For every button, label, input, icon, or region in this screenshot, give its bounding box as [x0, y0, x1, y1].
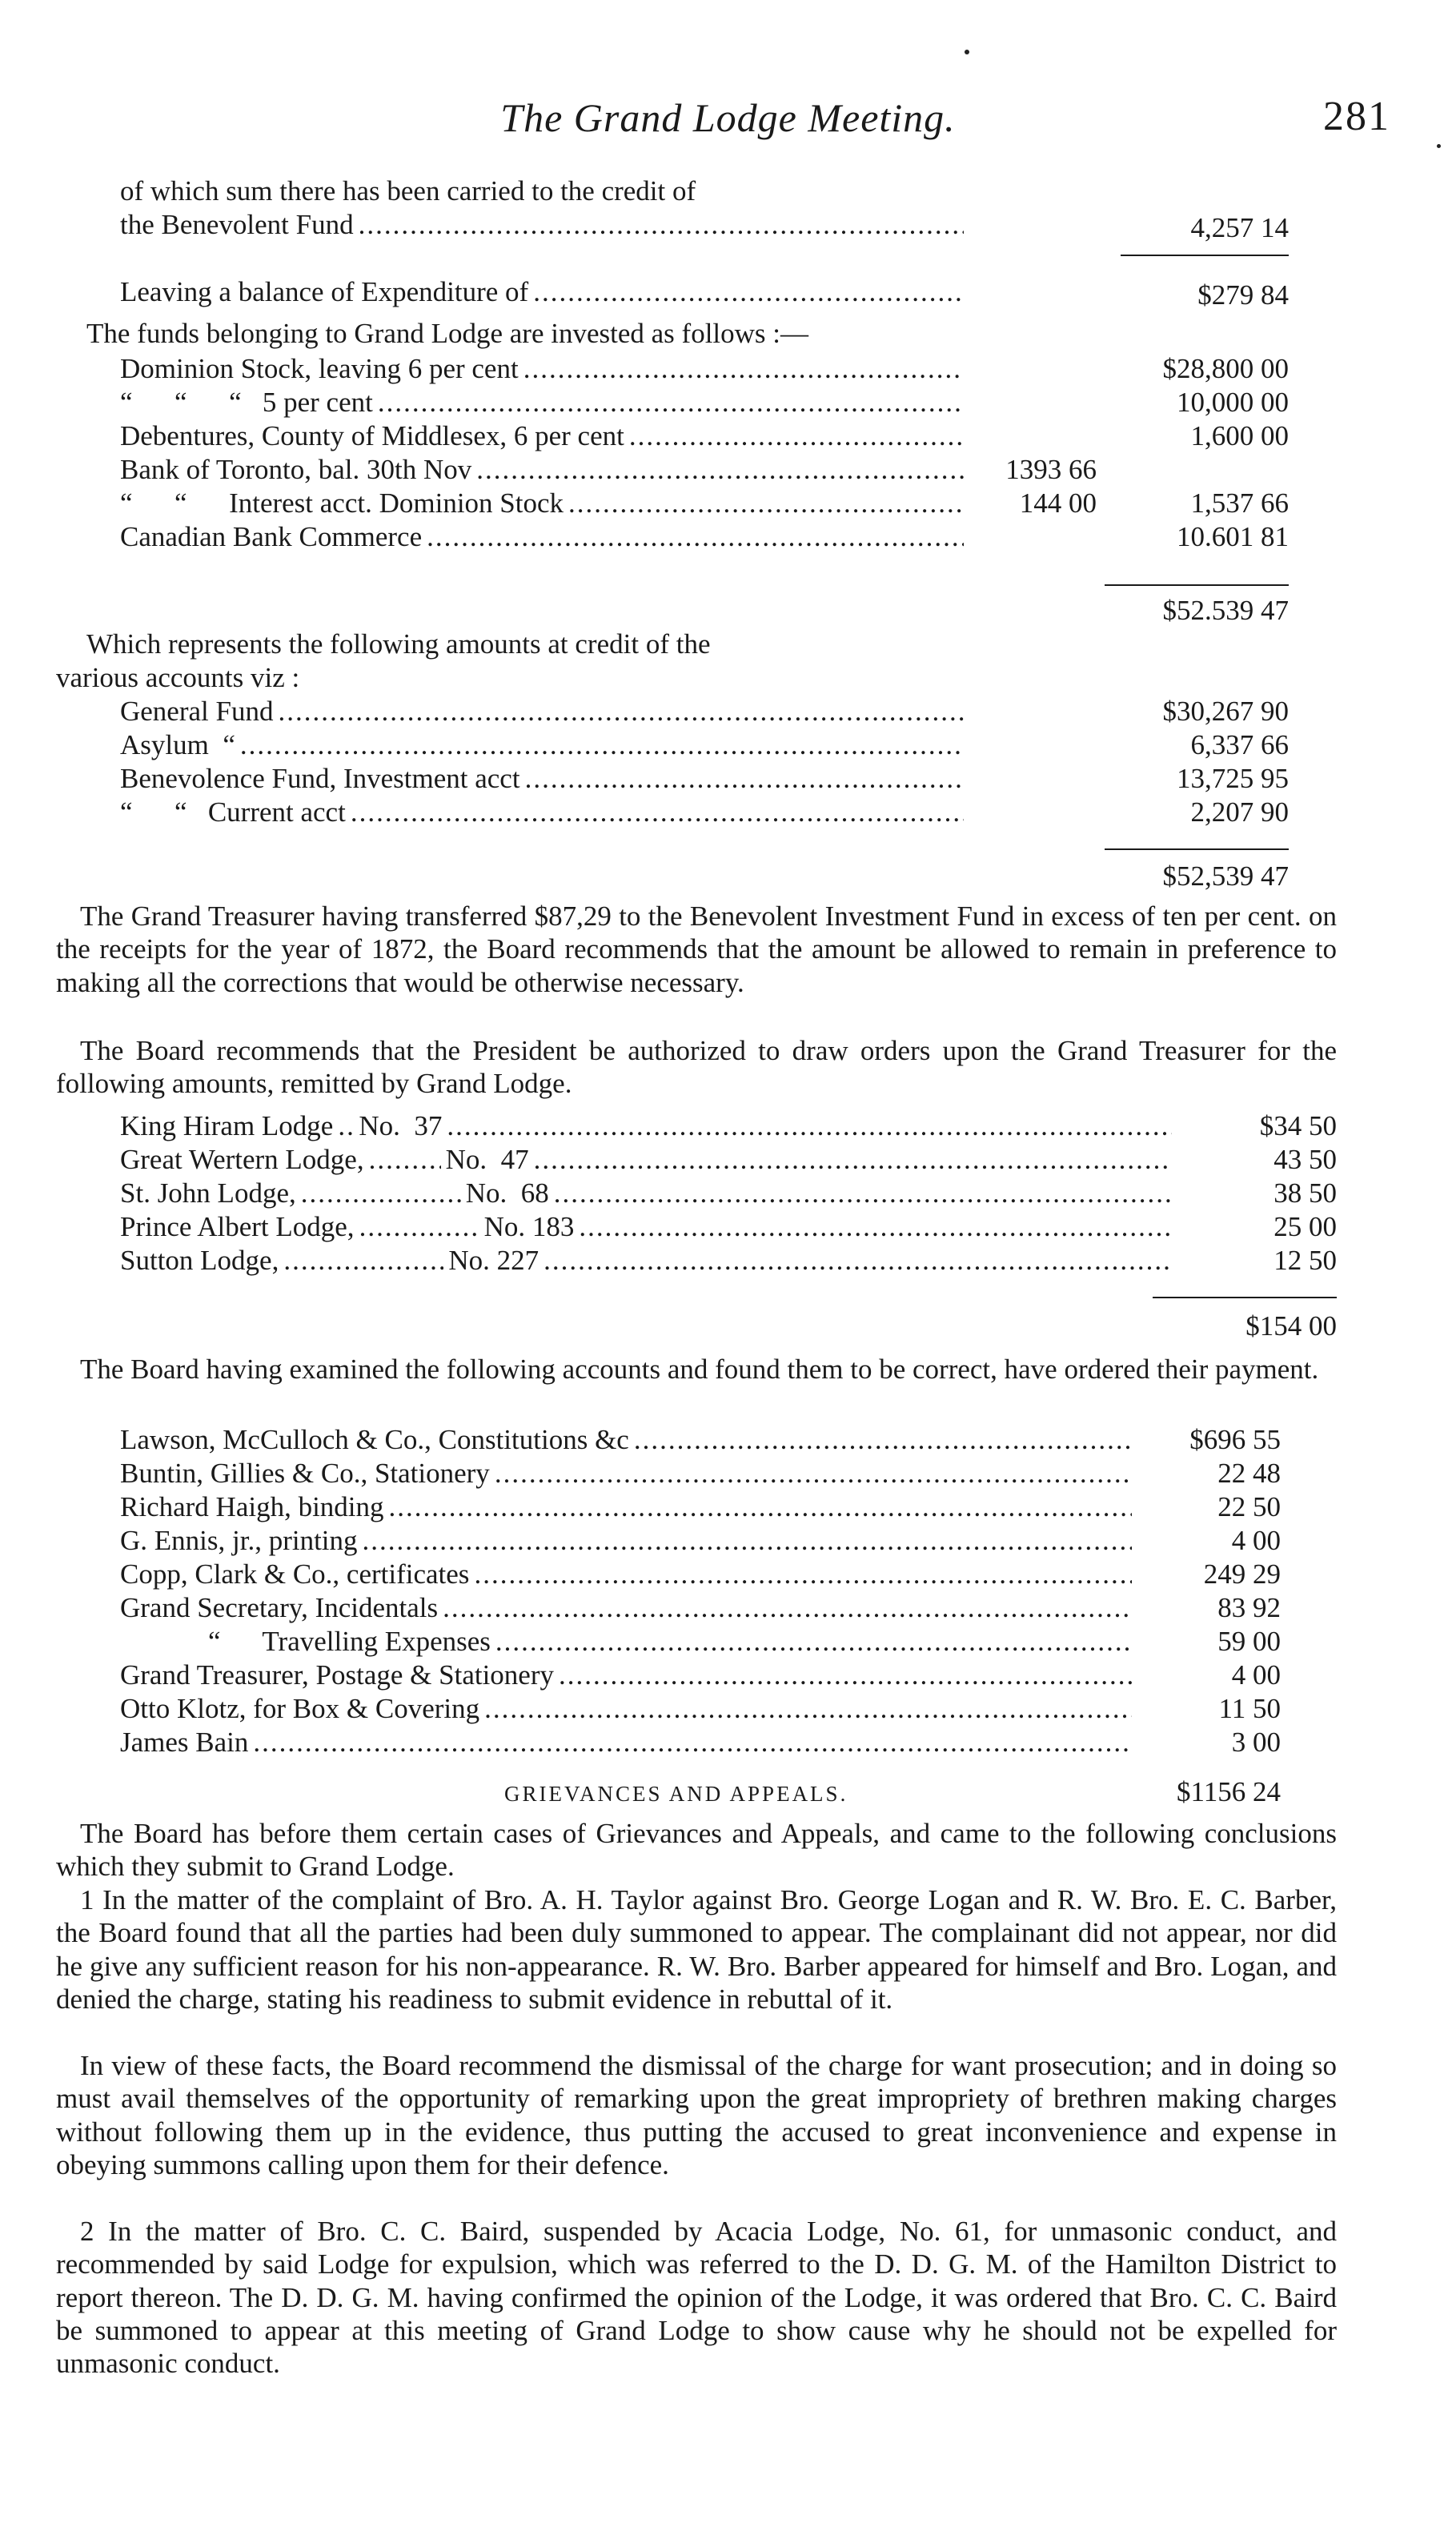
payment-amount: 22 50: [1217, 1491, 1281, 1522]
orders-paragraph: The Board recommends that the President be authorized to draw orders upon the Grand Treasurer for the following amounts, remitted by Grand Lodge.: [56, 1035, 1337, 1100]
payment-row: Grand Secretary, Incidentals .....: [120, 1591, 1137, 1625]
balance-amount: $279 84: [1197, 279, 1289, 311]
payment-row: G. Ennis, jr., printing .....: [120, 1524, 1137, 1558]
payment-row: Grand Treasurer, Postage & Stationery .....: [120, 1659, 1137, 1692]
lodge-amount: 25 00: [1273, 1211, 1337, 1242]
rule: [1121, 255, 1289, 256]
investment-amount: 10.601 81: [1177, 521, 1289, 552]
payment-amount: 4 00: [1231, 1525, 1281, 1556]
payment-amount: 22 48: [1217, 1458, 1281, 1489]
payment-amount: $696 55: [1189, 1424, 1281, 1455]
grievance-paragraph: The Board has before them certain cases of Grievances and Appeals, and came to the following conclusions which they submit to Grand Lodge.: [56, 1818, 1337, 1883]
ink-speck: [965, 50, 969, 54]
lodge-row: Prince Albert Lodge, ..... No. 183 .....: [120, 1210, 1177, 1244]
payment-row: “ Travelling Expenses .....: [120, 1625, 1137, 1659]
account-amount: 13,725 95: [1177, 763, 1289, 794]
payment-amount: 59 00: [1217, 1626, 1281, 1657]
grievance-paragraph: 2 In the matter of Bro. C. C. Baird, suspended by Acacia Lodge, No. 61, for unmasonic conduct, and recommended by said Lodge for expulsion, which was referred to the D. D. G. M. of the Hamilton District to report thereon. The D. D. G. M. having confirmed the opinion of the Lodge, it was ordered that Bro. C. C. Baird be summoned to appear at this meeting of Grand Lodge to show cause why he should not be expelled for unmasonic conduct.: [56, 2216, 1337, 2380]
investment-subamount: 144 00: [1019, 487, 1097, 519]
investment-amount: 10,000 00: [1177, 387, 1289, 418]
account-amount: 2,207 90: [1190, 796, 1289, 828]
account-row: Benevolence Fund, Investment acct .....: [120, 762, 969, 796]
payment-row: Buntin, Gillies & Co., Stationery .....: [120, 1457, 1137, 1490]
payment-amount: 11 50: [1218, 1693, 1281, 1724]
payment-amount: 83 92: [1217, 1592, 1281, 1623]
treasurer-paragraph: The Grand Treasurer having transferred $87,29 to the Benevolent Investment Fund in excess of ten per cent. on the receipts for the year of 1872, the Board recommends that the amount be allowed to remain in preference to making all the corrections that would be otherwise necessary.: [56, 900, 1337, 998]
lodge-amount: 43 50: [1273, 1144, 1337, 1175]
account-row: General Fund .....: [120, 695, 969, 728]
lodge-row: Great Wertern Lodge, ..... No. 47 .....: [120, 1143, 1177, 1177]
payment-row: Lawson, McCulloch & Co., Constitutions &c .....: [120, 1423, 1137, 1457]
grievance-paragraph: 1 In the matter of the complaint of Bro. A. H. Taylor against Bro. George Logan and R. W. Bro. E. C. Barber, the Board found that all the parties had been duly summoned to appear. The complainant did not appear, nor did he give any sufficient reason for his non-appearance. R. W. Bro. Barber appeared for himself and Bro. Logan, and denied the charge, stating his readiness to submit evidence in rebuttal of it.: [56, 1884, 1337, 2015]
lodge-row: King Hiram Lodge ..... No. 37 .....: [120, 1109, 1177, 1143]
accounts-intro: Which represents the following amounts at credit of the: [86, 628, 711, 660]
rule: [1105, 848, 1289, 850]
payment-row: James Bain .....: [120, 1726, 1137, 1759]
lodge-amount: $34 50: [1259, 1110, 1337, 1141]
account-row: “ “ Current acct .....: [120, 796, 969, 829]
payment-amount: 4 00: [1231, 1659, 1281, 1691]
account-row: Asylum “ .....: [120, 728, 969, 762]
investment-row: “ “ “ 5 per cent .....: [120, 386, 969, 419]
lodge-row: Sutton Lodge, ..... No. 227 .....: [120, 1244, 1177, 1278]
benevolent-credit-amount: 4,257 14: [1190, 212, 1289, 243]
investment-row: Dominion Stock, leaving 6 per cent .....: [120, 352, 969, 386]
lodges-total: $154 00: [1245, 1310, 1337, 1342]
ink-speck: [1437, 144, 1441, 148]
rule: [1105, 584, 1289, 586]
examined-paragraph: The Board having examined the following accounts and found them to be correct, have ordered their payment.: [80, 1354, 1319, 1385]
page-number: 281: [1323, 94, 1390, 139]
payment-row: Richard Haigh, binding .....: [120, 1490, 1137, 1524]
section-heading: GRIEVANCES AND APPEALS.: [504, 1782, 848, 1806]
investments-total: $52.539 47: [1162, 595, 1289, 626]
payments-total: $1156 24: [1177, 1776, 1281, 1807]
investment-row: Debentures, County of Middlesex, 6 per cent .....: [120, 419, 969, 453]
investments-intro: The funds belonging to Grand Lodge are invested as follows :—: [86, 318, 809, 349]
benevolent-credit-line: the Benevolent Fund .....: [120, 208, 969, 242]
accounts-total: $52,539 47: [1162, 860, 1289, 892]
investment-amount: 1,537 66: [1190, 487, 1289, 519]
rule: [1153, 1297, 1337, 1298]
account-amount: 6,337 66: [1190, 729, 1289, 760]
lodge-amount: 12 50: [1273, 1245, 1337, 1276]
intro-line: of which sum there has been carried to the credit of: [120, 175, 696, 207]
lodge-amount: 38 50: [1273, 1177, 1337, 1209]
grievance-paragraph: In view of these facts, the Board recommend the dismissal of the charge for want prosecution; and in doing so must avail themselves of the opportunity of remarking upon the great impropriety of brethren making charges without following them up in the evidence, thus putting the accused to great inconvenience and expense in obeying summons calling upon them for their defence.: [56, 2050, 1337, 2180]
payment-row: Copp, Clark & Co., certificates .....: [120, 1558, 1137, 1591]
investment-row: Canadian Bank Commerce .....: [120, 520, 969, 554]
payment-row: Otto Klotz, for Box & Covering .....: [120, 1692, 1137, 1726]
balance-line: Leaving a balance of Expenditure of .....: [120, 275, 969, 309]
account-amount: $30,267 90: [1162, 696, 1289, 727]
lodge-row: St. John Lodge, ..... No. 68 .....: [120, 1177, 1177, 1210]
investment-row: Bank of Toronto, bal. 30th Nov .....: [120, 453, 969, 487]
payment-amount: 249 29: [1203, 1558, 1281, 1590]
payment-amount: 3 00: [1231, 1727, 1281, 1758]
accounts-intro: various accounts viz :: [56, 662, 300, 693]
investment-amount: 1,600 00: [1190, 420, 1289, 451]
investment-amount: $28,800 00: [1162, 353, 1289, 384]
running-title: The Grand Lodge Meeting.: [500, 95, 956, 140]
investment-row: “ “ Interest acct. Dominion Stock .....: [120, 487, 969, 520]
investment-subamount: 1393 66: [1005, 454, 1097, 485]
